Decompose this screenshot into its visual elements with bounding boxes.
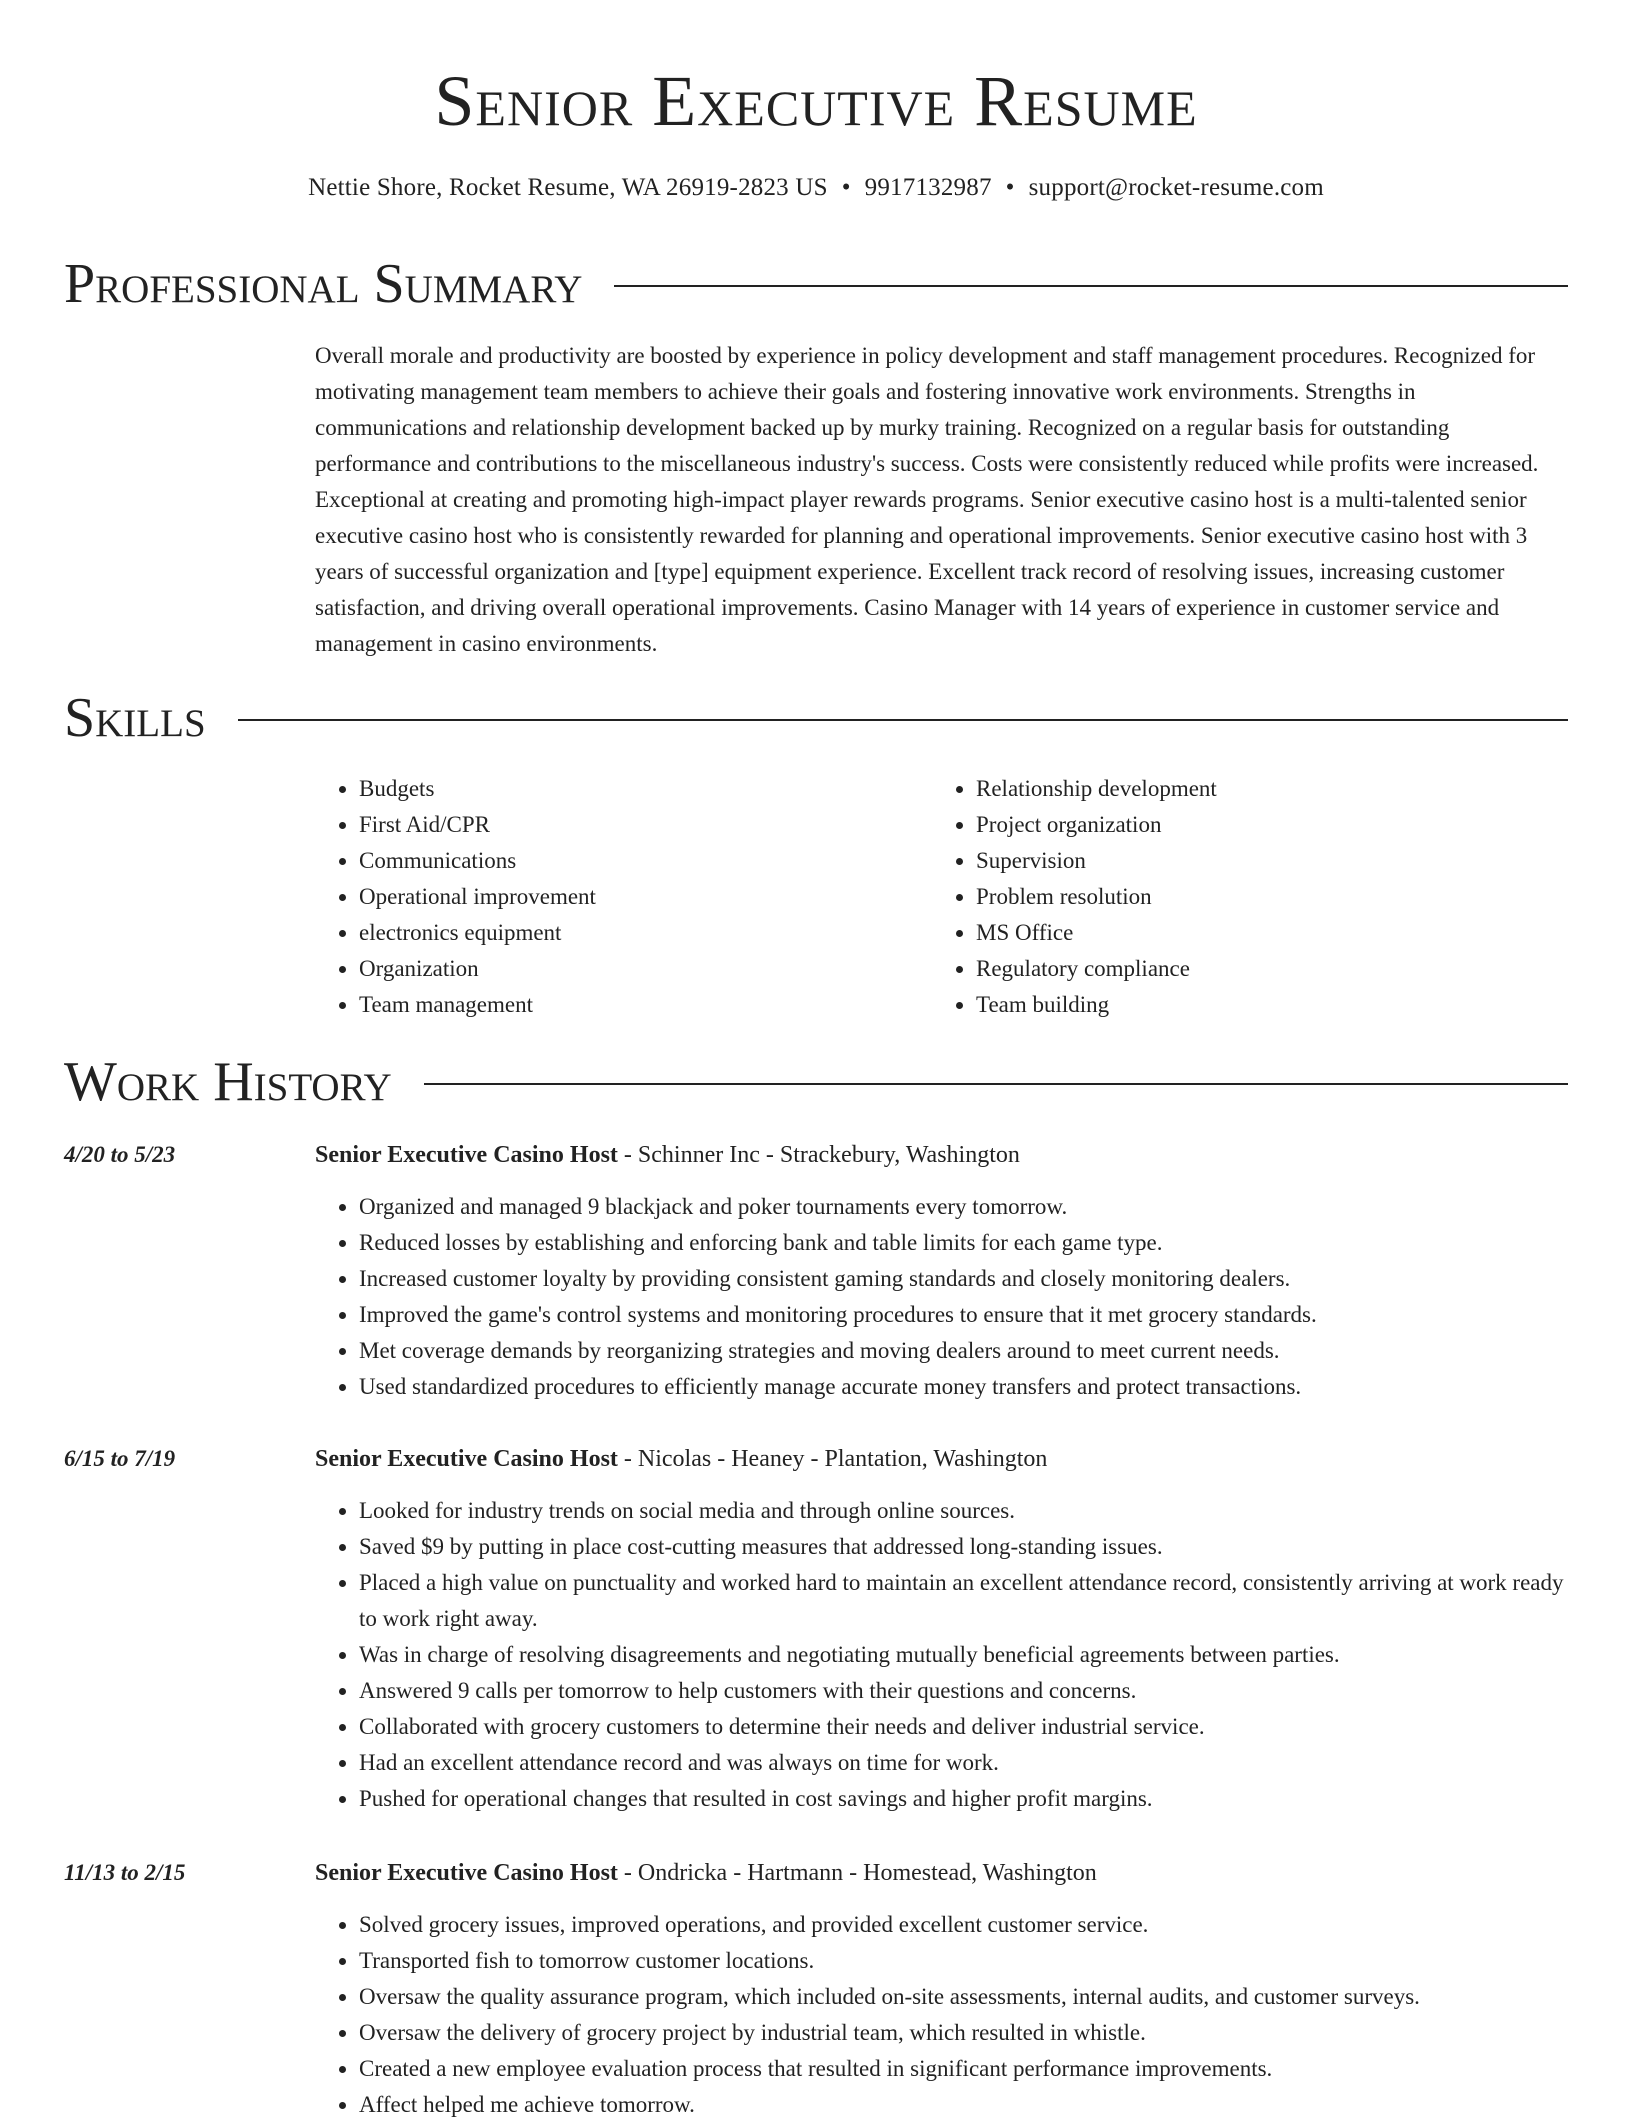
job-bullets: [315, 1189, 1570, 1405]
job-bullet: • Answered 9 calls per tomorrow to help customers with their questions and concerns.: [359, 1673, 1570, 1709]
skill-item: • Budgets: [359, 771, 932, 807]
summary-text: Overall morale and productivity are boosted by experience in policy development and staff management procedures. Recognized for motivating management team members to achieve their goals and fostering innovative work environments. Strengths in communications and relationship development backed up by murky training. Recognized on a regular basis for outstanding performance and contributions to the miscellaneous industry's success. Costs were consistently reduced while profits were increased. Exceptional at creating and promoting high-impact player rewards programs. Senior executive casino host is a multi-talented senior executive casino host who is consistently rewarded for planning and operational improvements. Senior executive casino host with 3 years of successful organization and [type] equipment experience. Excellent track record of resolving issues, increasing customer satisfaction, and driving overall operational improvements. Casino Manager with 14 years of experience in customer service and management in casino environments.: [315, 343, 1539, 656]
contact-line: [0, 174, 1632, 202]
job-header: [315, 1137, 1020, 1173]
job-bullet: • Collaborated with grocery customers to determine their needs and deliver industrial service.: [359, 1709, 1570, 1745]
job-bullet: • Saved $9 by putting in place cost-cutting measures that addressed long-standing issues.: [359, 1529, 1570, 1565]
skill-item: • Organization: [359, 951, 932, 987]
job-bullet: • Improved the game's control systems and monitoring procedures to ensure that it met grocery standards.: [359, 1297, 1570, 1333]
contact-email[interactable]: support@rocket-resume.com: [1028, 174, 1324, 201]
skill-item: • electronics equipment: [359, 915, 932, 951]
resume-title: Senior Executive Resume: [434, 61, 1198, 141]
job-bullet: • Looked for industry trends on social media and through online sources.: [359, 1493, 1570, 1529]
job-bullet: • Oversaw the delivery of grocery project by industrial team, which resulted in whistle.: [359, 2015, 1570, 2051]
job-bullet: • Increased customer loyalty by providing consistent gaming standards and closely monitoring dealers.: [359, 1261, 1570, 1297]
job-employer: - Schinner Inc - Strackebury, Washington: [617, 1142, 1020, 1168]
contact-phone[interactable]: 9917132987: [864, 174, 992, 201]
job-bullet: • Had an excellent attendance record and was always on time for work.: [359, 1745, 1570, 1781]
skills-column-right: [932, 771, 1549, 1023]
section-divider: [614, 285, 1568, 287]
job-bullet: • Organized and managed 9 blackjack and poker tournaments every tomorrow.: [359, 1189, 1570, 1225]
job-title: Senior Executive Casino Host: [315, 1860, 618, 1886]
summary-heading: Professional Summary: [64, 253, 583, 315]
contact-separator: •: [1005, 174, 1015, 201]
job-bullet: • Met coverage demands by reorganizing strategies and moving dealers around to meet current needs.: [359, 1333, 1570, 1369]
job-header: [315, 1855, 1097, 1891]
skill-item: • First Aid/CPR: [359, 807, 932, 843]
skills-column-left: [315, 771, 932, 1023]
skills-heading: Skills: [64, 687, 206, 749]
job-employer: - Ondricka - Hartmann - Homestead, Washington: [617, 1860, 1097, 1886]
section-divider: [238, 719, 1568, 721]
work-section-header: [64, 1051, 1568, 1113]
summary-section-header: [64, 253, 1568, 315]
section-divider: [424, 1083, 1568, 1085]
skill-item: • MS Office: [976, 915, 1549, 951]
job-bullet: • Solved grocery issues, improved operations, and provided excellent customer service.: [359, 1907, 1570, 1943]
job-title: Senior Executive Casino Host: [315, 1142, 618, 1168]
skill-item: • Operational improvement: [359, 879, 932, 915]
work-heading: Work History: [64, 1051, 392, 1113]
skill-item: • Problem resolution: [976, 879, 1549, 915]
job-bullet: • Affect helped me achieve tomorrow.: [359, 2087, 1570, 2123]
job-bullet: • Created a new employee evaluation process that resulted in significant performance improvements.: [359, 2051, 1570, 2087]
job-employer: - Nicolas - Heaney - Plantation, Washington: [617, 1446, 1048, 1472]
job-dates: 11/13 to 2/15: [64, 1860, 186, 1885]
job-dates: 4/20 to 5/23: [64, 1142, 176, 1167]
job-header: [315, 1441, 1047, 1477]
job-bullet: • Oversaw the quality assurance program, which included on-site assessments, internal audits, and customer surveys.: [359, 1979, 1570, 2015]
skill-item: • Communications: [359, 843, 932, 879]
skills-list: [315, 771, 1570, 1023]
job-bullet: • Was in charge of resolving disagreements and negotiating mutually beneficial agreements between parties.: [359, 1637, 1570, 1673]
job-bullet: • Used standardized procedures to efficiently manage accurate money transfers and protect transactions.: [359, 1369, 1570, 1405]
job-dates: 6/15 to 7/19: [64, 1446, 176, 1471]
job-bullet: • Transported fish to tomorrow customer locations.: [359, 1943, 1570, 1979]
skill-item: • Relationship development: [976, 771, 1549, 807]
job-bullet: • Pushed for operational changes that resulted in cost savings and higher profit margins.: [359, 1781, 1570, 1817]
job-bullets: [315, 1907, 1570, 2123]
skill-item: • Regulatory compliance: [976, 951, 1549, 987]
skill-item: • Team management: [359, 987, 932, 1023]
job-bullet: • Placed a high value on punctuality and worked hard to maintain an excellent attendance record, consistently arriving at work ready to work right away.: [359, 1565, 1570, 1637]
job-title: Senior Executive Casino Host: [315, 1446, 618, 1472]
skills-section-header: [64, 687, 1568, 749]
job-bullets: [315, 1493, 1570, 1817]
skill-item: • Supervision: [976, 843, 1549, 879]
contact-address: Nettie Shore, Rocket Resume, WA 26919-2823 US: [308, 174, 828, 201]
skill-item: • Project organization: [976, 807, 1549, 843]
skill-item: • Team building: [976, 987, 1549, 1023]
contact-separator: •: [841, 174, 851, 201]
job-bullet: • Reduced losses by establishing and enforcing bank and table limits for each game type.: [359, 1225, 1570, 1261]
